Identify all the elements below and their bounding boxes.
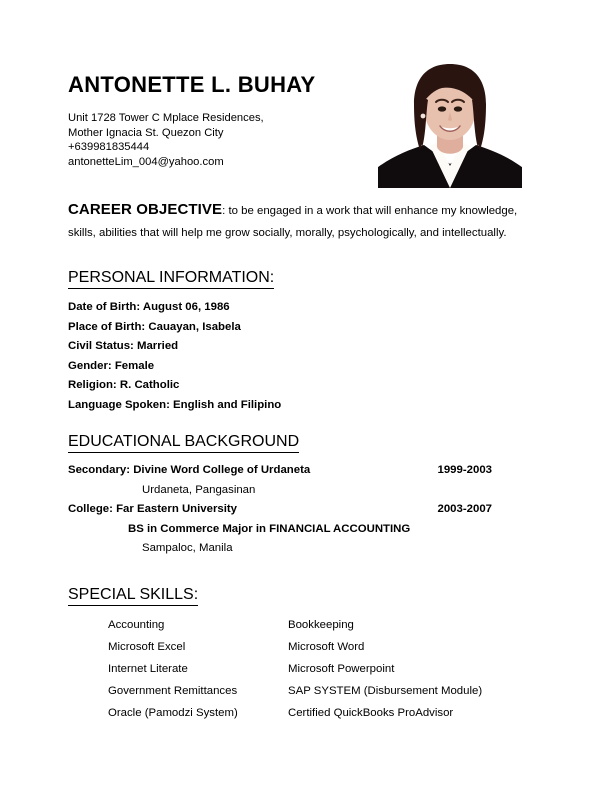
contact-address-line-2: Mother Ignacia St. Quezon City (68, 126, 224, 139)
education-place-college: Sampaloc, Manila (142, 542, 233, 555)
section-heading-personal-information: PERSONAL INFORMATION: (68, 268, 274, 289)
skill-right-microsoft-word: Microsoft Word (288, 641, 365, 653)
education-place-secondary: Urdaneta, Pangasinan (142, 483, 256, 496)
skill-row (108, 680, 482, 702)
personal-item-place-of-birth: Place of Birth: Cauayan, Isabela (68, 320, 241, 333)
education-list (68, 461, 492, 559)
skill-left-accounting: Accounting (108, 619, 165, 631)
education-entry-college (68, 500, 492, 520)
education-school-secondary: Secondary: Divine Word College of Urdaneta (68, 464, 311, 476)
skill-left-microsoft-excel: Microsoft Excel (108, 641, 186, 653)
personal-information-list (68, 298, 281, 416)
section-heading-educational-background: EDUCATIONAL BACKGROUND (68, 432, 299, 453)
personal-item-date-of-birth: Date of Birth: August 06, 1986 (68, 301, 230, 313)
skill-right-sap-system: SAP SYSTEM (Disbursement Module) (288, 685, 483, 697)
education-degree-college: BS in Commerce Major in FINANCIAL ACCOUNTING (128, 522, 411, 535)
personal-item-language-spoken: Language Spoken: English and Filipino (68, 398, 282, 411)
career-objective-separator: : (222, 205, 229, 217)
skill-row (108, 702, 482, 724)
education-years-college: 2003-2007 (437, 503, 492, 516)
portrait-photo (378, 52, 522, 188)
skill-left-government-remittances: Government Remittances (108, 685, 238, 697)
education-years-secondary: 1999-2003 (437, 464, 492, 476)
portrait-photo-graphic (378, 52, 522, 188)
contact-phone: +639981835444 (68, 141, 150, 153)
skill-right-microsoft-powerpoint: Microsoft Powerpoint (288, 663, 395, 675)
contact-address-line-1: Unit 1728 Tower C Mplace Residences, (68, 112, 264, 124)
section-heading-special-skills: SPECIAL SKILLS: (68, 585, 198, 606)
skills-list (108, 614, 482, 724)
personal-item-gender: Gender: Female (68, 359, 155, 372)
career-objective-text: to be engaged in a work that will enhance my knowledge, skills, abilities that will help me grow socially, morally, psychologically, and intellectually. (68, 205, 518, 239)
career-objective (68, 199, 518, 244)
skill-row (108, 658, 482, 680)
personal-item-civil-status: Civil Status: Married (68, 340, 179, 353)
skill-row (108, 614, 482, 636)
personal-item-religion: Religion: R. Catholic (68, 379, 180, 392)
education-entry-secondary (68, 461, 492, 481)
skill-right-bookkeeping: Bookkeeping (288, 619, 354, 631)
skill-row (108, 636, 482, 658)
education-school-college: College: Far Eastern University (68, 503, 238, 516)
skill-left-internet-literate: Internet Literate (108, 663, 188, 675)
contact-block (68, 111, 264, 169)
applicant-name: ANTONETTE L. BUHAY (68, 72, 316, 97)
skill-left-oracle-pamodzi: Oracle (Pamodzi System) (108, 707, 238, 719)
career-objective-heading: CAREER OBJECTIVE (68, 201, 223, 218)
contact-email: antonetteLim_004@yahoo.com (68, 155, 224, 168)
skill-right-quickbooks-proadvisor: Certified QuickBooks ProAdvisor (288, 707, 454, 719)
